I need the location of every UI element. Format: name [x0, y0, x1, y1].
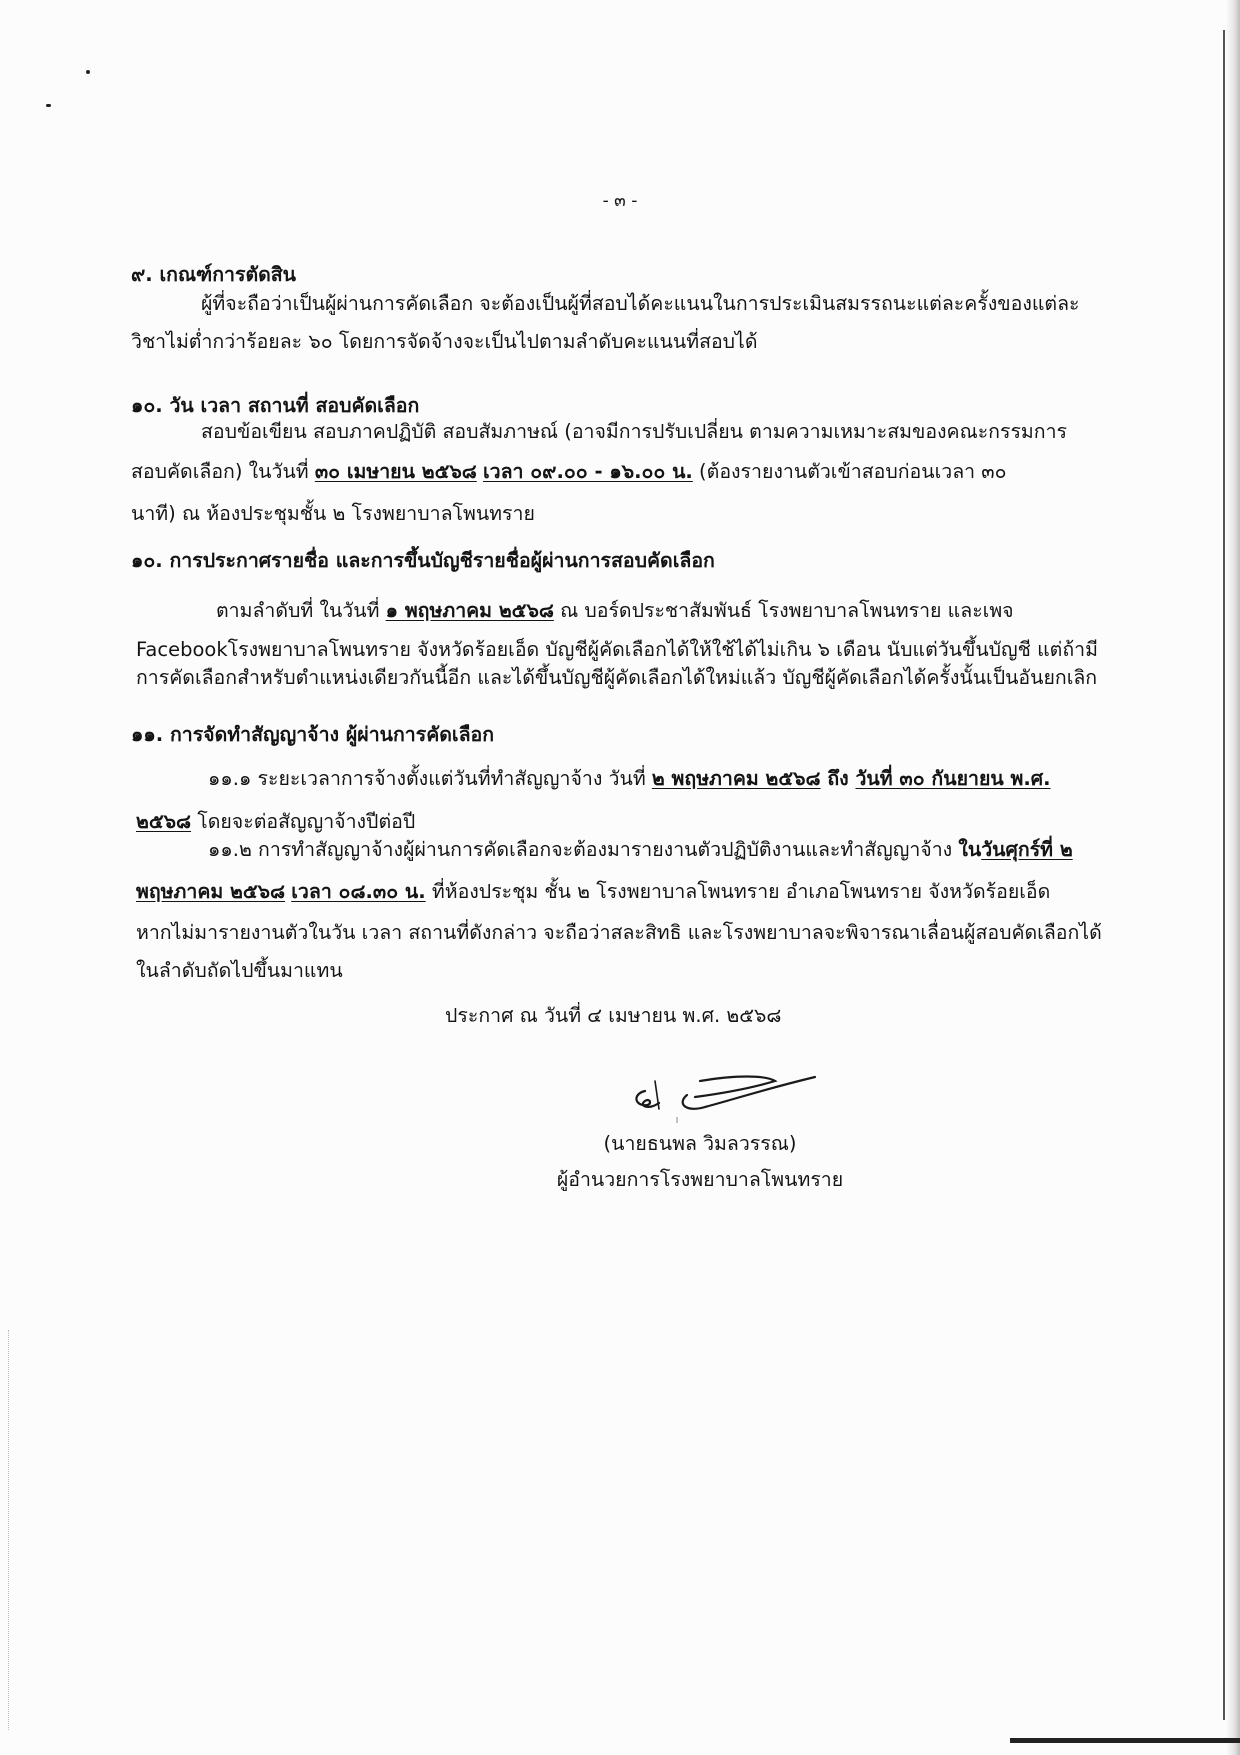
section-11-line: ๒๕๖๘ โดยจะต่อสัญญาจ้างปีต่อปี [136, 810, 416, 833]
section-10-announcement-heading: ๑๐. การประกาศรายชื่อ และการขึ้นบัญชีรายชื่อผู้ผ่านการสอบคัดเลือก [131, 549, 715, 572]
page-number: - ๓ - [602, 191, 638, 211]
scan-dotted-margin [8, 1330, 10, 1730]
exam-date: ๓๐ เมษายน ๒๕๖๘ [314, 460, 477, 483]
section-10-exam-line: สอบข้อเขียน สอบภาคปฏิบัติ สอบสัมภาษณ์ (อาจมีการปรับเปลี่ยน ตามความเหมาะสมของคณะกรรมการ [201, 420, 1068, 443]
scan-speck [86, 70, 90, 74]
announcement-date-line: ประกาศ ณ วันที่ ๔ เมษายน พ.ศ. ๒๕๖๘ [445, 1004, 782, 1027]
contract-end-date: วันที่ ๓๐ กันยายน พ.ศ. [855, 767, 1051, 790]
section-11-line: พฤษภาคม ๒๕๖๘ เวลา ๐๘.๓๐ น. ที่ห้องประชุม ชั้น ๒ โรงพยาบาลโพนทราย อำเภอโพนทราย จังหวัดร้อยเอ็ด [136, 880, 1051, 903]
signature-drawing [625, 1063, 845, 1123]
scan-border-line [1223, 30, 1225, 1720]
section-11-heading: ๑๑. การจัดทำสัญญาจ้าง ผู้ผ่านการคัดเลือก [131, 723, 495, 746]
contract-end-year: ๒๕๖๘ [136, 810, 192, 833]
signer-name: (นายธนพล วิมลวรรณ) [603, 1132, 797, 1155]
section-11-line: ๑๑.๒ การทำสัญญาจ้างผู้ผ่านการคัดเลือกจะต้องมารายงานตัวปฏิบัติงานและทำสัญญาจ้าง ในวันศุกร์ที่ ๒ [208, 838, 1073, 861]
report-time: เวลา ๐๘.๓๐ น. [291, 880, 426, 903]
section-11-line: ๑๑.๑ ระยะเวลาการจ้างตั้งแต่วันที่ทำสัญญาจ้าง วันที่ ๒ พฤษภาคม ๒๕๖๘ ถึง วันที่ ๓๐ กันยายน พ.ศ. [208, 767, 1051, 790]
section-10-announcement-line: ตามลำดับที่ ในวันที่ ๑ พฤษภาคม ๒๕๖๘ ณ บอร์ดประชาสัมพันธ์ โรงพยาบาลโพนทราย และเพจ [216, 599, 1014, 622]
signature [625, 1063, 845, 1123]
section-11-line: ในลำดับถัดไปขึ้นมาแทน [136, 959, 343, 982]
section-10-exam-heading: ๑๐. วัน เวลา สถานที่ สอบคัดเลือก [131, 394, 420, 417]
section-9-line: วิชาไม่ต่ำกว่าร้อยละ ๖๐ โดยการจัดจ้างจะเป็นไปตามลำดับคะแนนที่สอบได้ [131, 330, 758, 353]
section-10-exam-line: นาที) ณ ห้องประชุมชั้น ๒ โรงพยาบาลโพนทราย [131, 502, 535, 525]
scan-edge [1226, 0, 1240, 1755]
scan-speck [46, 104, 51, 107]
section-10-exam-line: สอบคัดเลือก) ในวันที่ ๓๐ เมษายน ๒๕๖๘ เวลา ๐๙.๐๐ - ๑๖.๐๐ น. (ต้องรายงานตัวเข้าสอบก่อนเวลา ๓๐ [131, 460, 1007, 483]
exam-time: เวลา ๐๙.๐๐ - ๑๖.๐๐ น. [482, 460, 693, 483]
section-10-announcement-line: การคัดเลือกสำหรับตำแหน่งเดียวกันนี้อีก และได้ขึ้นบัญชีผู้คัดเลือกได้ใหม่แล้ว บัญชีผู้คัดเลือกได้ครั้งนั้นเป็นอันยกเลิก [136, 666, 1098, 689]
section-11-line: หากไม่มารายงานตัวในวัน เวลา สถานที่ดังกล่าว จะถือว่าสละสิทธิ และโรงพยาบาลจะพิจารณาเลื่อนผู้สอบคัดเลือกได้ [136, 921, 1102, 944]
section-9-heading: ๙. เกณฑ์การตัดสิน [131, 263, 297, 286]
contract-start-date: ๒ พฤษภาคม ๒๕๖๘ [651, 767, 821, 790]
report-day: วันศุกร์ที่ ๒ [981, 838, 1073, 861]
section-10-announcement-line: Facebookโรงพยาบาลโพนทราย จังหวัดร้อยเอ็ด บัญชีผู้คัดเลือกได้ให้ใช้ได้ไม่เกิน ๖ เดือน นับแต่วันขึ้นบัญชี แต่ถ้ามี [136, 638, 1098, 661]
section-9-line: ผู้ที่จะถือว่าเป็นผู้ผ่านการคัดเลือก จะต้องเป็นผู้ที่สอบได้คะแนนในการประเมินสมรรถนะแต่ละครั้งของแต่ละ [201, 292, 1080, 315]
scan-bottom-mark [1010, 1738, 1240, 1743]
announcement-date: ๑ พฤษภาคม ๒๕๖๘ [385, 599, 554, 622]
signer-title: ผู้อำนวยการโรงพยาบาลโพนทราย [556, 1168, 844, 1191]
report-date: พฤษภาคม ๒๕๖๘ [136, 880, 286, 903]
